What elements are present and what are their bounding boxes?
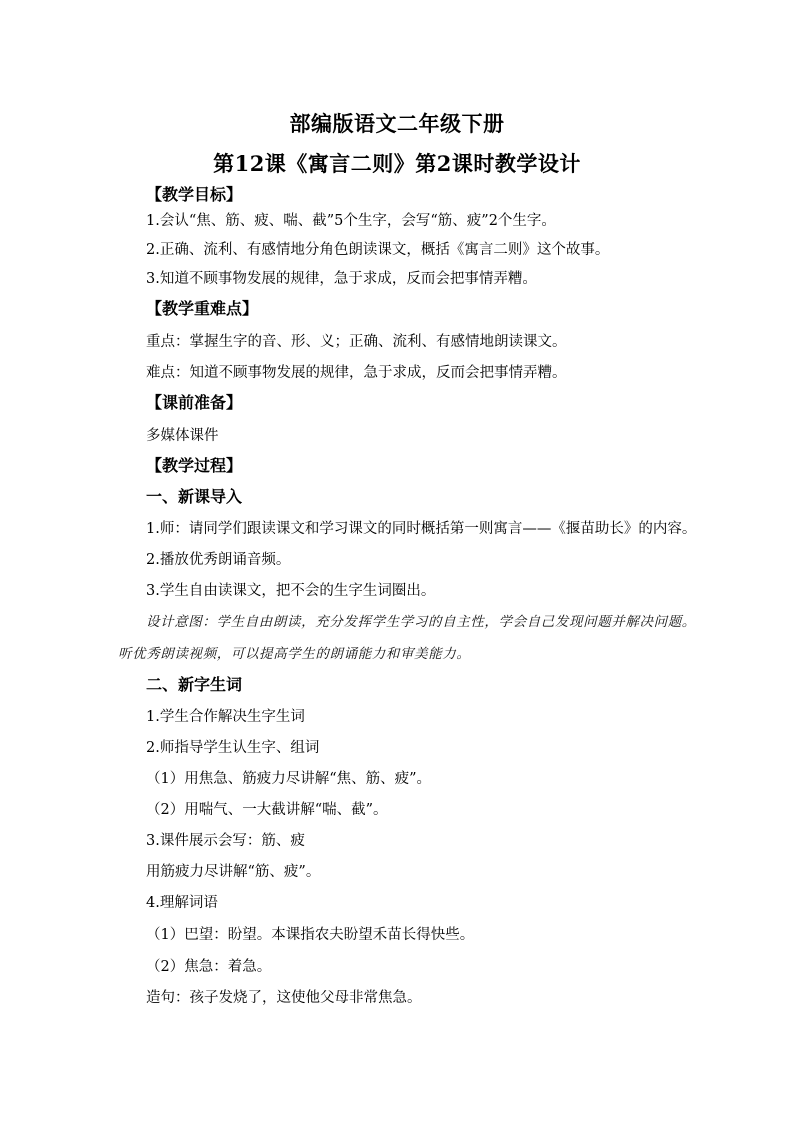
preparation-heading: 【课前准备】 bbox=[146, 393, 243, 412]
preparation-text: 多媒体课件 bbox=[146, 428, 219, 444]
objective-item: 1.会认“焦、筋、疲、喘、截”5个生字，会写“筋、疲”2个生字。 bbox=[146, 213, 556, 229]
process-item: 用筋疲力尽讲解“筋、疲”。 bbox=[146, 864, 321, 880]
process-item: （1）用焦急、筋疲力尽讲解“焦、筋、疲”。 bbox=[146, 771, 432, 787]
process-heading: 【教学过程】 bbox=[146, 456, 243, 475]
process-item: 1.师：请同学们跟读课文和学习课文的同时概括第一则寓言——《揠苗助长》的内容。 bbox=[146, 521, 697, 537]
objective-item: 2.正确、流利、有感情地分角色朗读课文，概括《寓言二则》这个故事。 bbox=[146, 242, 610, 258]
process-item: 1.学生合作解决生字生词 bbox=[146, 709, 305, 725]
process-item: 4.理解词语 bbox=[146, 895, 218, 911]
process-item: 造句：孩子发烧了，这使他父母非常焦急。 bbox=[146, 990, 422, 1006]
lesson-title: 第12课《寓言二则》第2课时教学设计 bbox=[213, 151, 581, 176]
objective-item: 3.知道不顾事物发展的规律，急于求成，反而会把事情弄糟。 bbox=[146, 271, 537, 287]
process-item: 2.师指导学生认生字、组词 bbox=[146, 740, 320, 756]
process-item: （2）焦急：着急。 bbox=[146, 959, 272, 975]
process-item: （2）用喘气、一大截讲解“喘、截”。 bbox=[146, 802, 388, 818]
document-title: 部编版语文二年级下册 bbox=[289, 111, 505, 136]
process-item: 2.播放优秀朗诵音频。 bbox=[146, 552, 291, 568]
section-title: 一、新课导入 bbox=[146, 487, 243, 506]
process-item: （1）巴望：盼望。本课指农夫盼望禾苗长得快些。 bbox=[146, 927, 475, 943]
key-point-item: 重点：掌握生字的音、形、义；正确、流利、有感情地朗读课文。 bbox=[146, 334, 567, 350]
section-title: 二、新字生词 bbox=[146, 675, 243, 694]
objectives-heading: 【教学目标】 bbox=[146, 185, 243, 204]
process-item: 3.课件展示会写：筋、疲 bbox=[146, 833, 305, 849]
design-intent-note: 听优秀朗读视频，可以提高学生的朗诵能力和审美能力。 bbox=[118, 646, 471, 662]
key-points-heading: 【教学重难点】 bbox=[146, 299, 259, 318]
design-intent-note: 设计意图：学生自由朗读，充分发挥学生学习的自主性，学会自己发现问题并解决问题。 bbox=[146, 614, 696, 630]
key-point-item: 难点：知道不顾事物发展的规律，急于求成，反而会把事情弄糟。 bbox=[146, 365, 567, 381]
process-item: 3.学生自由读课文，把不会的生字生词圈出。 bbox=[146, 583, 436, 599]
